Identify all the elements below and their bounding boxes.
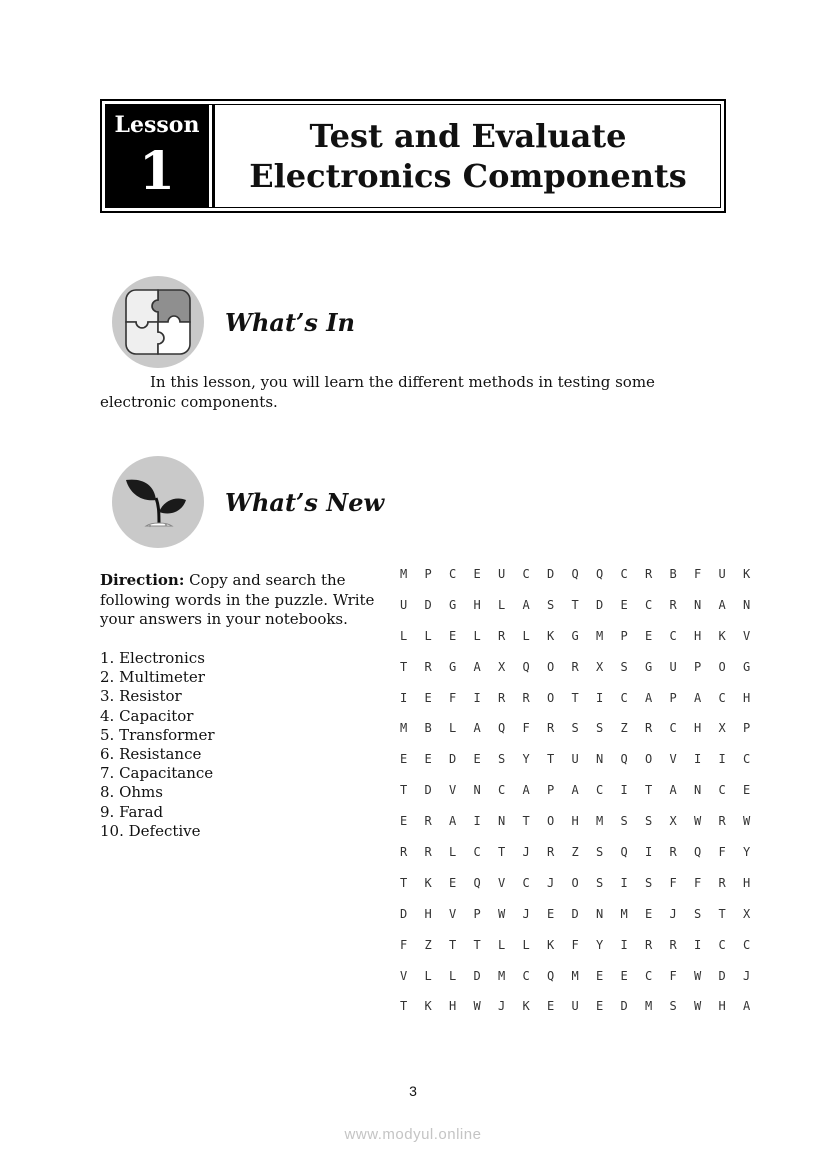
puzzle-letter: C [522,875,530,890]
puzzle-letter: E [547,906,555,921]
puzzle-row [400,566,768,597]
puzzle-letter: A [645,690,653,705]
puzzle-letter: E [424,690,432,705]
puzzle-letter: L [522,628,530,643]
puzzle-letter: E [449,875,457,890]
word-list [100,649,300,841]
puzzle-letter: R [547,845,555,860]
puzzle-row [400,937,768,968]
puzzle-letter: H [718,999,726,1014]
puzzle-letter: D [571,906,579,921]
puzzle-letter: B [669,567,677,581]
puzzle-letter: T [400,659,408,674]
puzzle-letter: L [424,628,432,643]
list-item: 5. Transformer [100,725,215,744]
puzzle-row [400,659,768,690]
puzzle-letter: E [620,968,628,983]
puzzle-letter: M [645,999,653,1014]
puzzle-letter: N [498,814,506,829]
puzzle-letter: H [473,597,481,612]
puzzle-letter: Q [522,659,530,674]
puzzle-letter: S [596,845,604,860]
puzzle-letter: C [498,783,506,798]
puzzle-letter: S [694,906,702,921]
puzzle-letter: T [449,937,457,952]
puzzle-row [400,597,768,628]
whats-in-paragraph: In this lesson, you will learn the different methods in testing some electronic components. [100,373,655,411]
puzzle-letter: I [718,752,726,767]
puzzle-row [400,875,768,906]
puzzle-letter: C [718,783,726,798]
puzzle-letter: V [449,783,457,798]
puzzle-letter: R [498,628,506,643]
puzzle-letter: N [694,597,702,612]
puzzle-letter: T [498,845,506,860]
puzzle-letter: A [522,597,530,612]
puzzle-letter: Q [473,875,481,890]
list-item: 7. Capacitance [100,764,214,783]
puzzle-letter: T [547,752,555,767]
puzzle-letter: I [694,752,702,767]
puzzle-letter: F [571,937,579,952]
puzzle-letter: G [449,659,457,674]
puzzle-letter: I [645,845,653,860]
puzzle-letter: E [473,752,481,767]
puzzle-letter: O [571,875,579,890]
word-search-grid [400,566,768,1029]
puzzle-letter: M [596,814,604,829]
puzzle-letter: Y [522,752,530,767]
puzzle-letter: J [743,968,751,983]
puzzle-letter: E [645,628,653,643]
puzzle-letter: L [498,937,506,952]
puzzle-letter: X [743,906,751,921]
puzzle-letter: N [596,752,604,767]
puzzle-letter: R [645,721,653,736]
puzzle-letter: L [449,845,457,860]
puzzle-letter: Q [620,752,628,767]
puzzle-letter: H [449,999,457,1014]
puzzle-letter: E [596,999,604,1014]
watermark: www.modyul.online [344,1126,482,1143]
puzzle-letter: K [522,999,530,1014]
puzzle-row [400,813,768,844]
puzzle-letter: R [424,659,432,674]
puzzle-letter: U [571,999,579,1014]
puzzle-letter: F [694,567,702,581]
puzzle-letter: D [718,968,726,983]
puzzle-letter: K [424,875,432,890]
list-item: 9. Farad [100,802,164,821]
puzzle-row [400,782,768,813]
puzzle-letter: Y [743,845,751,860]
puzzle-letter: M [620,906,628,921]
puzzle-letter: E [596,968,604,983]
puzzle-letter: S [645,814,653,829]
puzzle-letter: R [498,690,506,705]
puzzle-letter: A [694,690,702,705]
puzzle-letter: L [424,968,432,983]
puzzle-letter: X [498,659,506,674]
puzzle-letter: M [400,721,408,736]
puzzle-letter: R [571,659,579,674]
lesson-badge [105,104,209,208]
puzzle-letter: D [547,567,555,581]
puzzle-letter: N [743,597,751,612]
puzzle-letter: S [498,752,506,767]
puzzle-letter: E [449,628,457,643]
puzzle-letter: A [571,783,579,798]
direction-body: Copy and search the following words in the puzzle. Write your answers in your notebooks. [100,571,375,628]
puzzle-letter: A [669,783,677,798]
puzzle-row [400,751,768,782]
list-item: 10. Defective [100,821,201,840]
puzzle-icon [112,276,204,368]
puzzle-letter: R [547,721,555,736]
puzzle-letter: C [645,597,653,612]
puzzle-letter: Q [694,845,702,860]
puzzle-letter: R [718,875,726,890]
puzzle-letter: O [547,814,555,829]
puzzle-letter: S [669,999,677,1014]
puzzle-row [400,844,768,875]
puzzle-letter: Z [571,845,579,860]
puzzle-row [400,998,768,1029]
puzzle-letter: H [743,875,751,890]
puzzle-letter: T [571,690,579,705]
puzzle-letter: Q [571,567,579,581]
puzzle-letter: C [669,721,677,736]
puzzle-letter: U [718,567,726,581]
puzzle-letter: E [743,783,751,798]
puzzle-letter: R [669,597,677,612]
puzzle-letter: Q [547,968,555,983]
puzzle-letter: X [718,721,726,736]
puzzle-letter: H [694,721,702,736]
puzzle-letter: L [400,628,408,643]
puzzle-letter: C [718,690,726,705]
puzzle-letter: D [424,597,432,612]
puzzle-letter: F [449,690,457,705]
puzzle-letter: K [718,628,726,643]
puzzle-letter: K [547,937,555,952]
puzzle-letter: X [596,659,604,674]
puzzle-letter: N [694,783,702,798]
puzzle-letter: P [620,628,628,643]
lesson-number: 1 [138,141,176,202]
lesson-header [100,99,726,213]
puzzle-letter: W [694,999,702,1014]
puzzle-letter: J [522,845,530,860]
puzzle-row [400,906,768,937]
puzzle-letter: H [743,690,751,705]
puzzle-letter: G [449,597,457,612]
puzzle-letter: C [473,845,481,860]
puzzle-letter: G [571,628,579,643]
puzzle-letter: I [694,937,702,952]
puzzle-letter: D [400,906,408,921]
puzzle-letter: E [473,567,481,581]
puzzle-letter: K [743,567,751,581]
puzzle-letter: V [449,906,457,921]
puzzle-letter: A [449,814,457,829]
puzzle-letter: Q [498,721,506,736]
plant-sprout-icon [112,456,204,548]
direction-text [100,571,395,630]
puzzle-letter: T [645,783,653,798]
puzzle-letter: S [645,875,653,890]
puzzle-letter: C [596,783,604,798]
puzzle-letter: D [596,597,604,612]
puzzle-letter: R [522,690,530,705]
puzzle-letter: V [743,628,751,643]
puzzle-letter: O [718,659,726,674]
puzzle-letter: R [718,814,726,829]
puzzle-letter: F [694,875,702,890]
puzzle-letter: T [718,906,726,921]
puzzle-letter: R [424,845,432,860]
page-number: 3 [409,1083,417,1099]
puzzle-letter: P [424,567,432,581]
puzzle-letter: S [620,659,628,674]
puzzle-letter: C [449,567,457,581]
puzzle-letter: F [522,721,530,736]
puzzle-letter: E [620,597,628,612]
puzzle-letter: Q [620,845,628,860]
puzzle-letter: T [473,937,481,952]
puzzle-letter: I [620,875,628,890]
puzzle-letter: U [669,659,677,674]
puzzle-letter: T [400,999,408,1014]
puzzle-letter: C [620,690,628,705]
list-item: 6. Resistance [100,744,202,763]
puzzle-letter: A [522,783,530,798]
puzzle-letter: O [547,659,555,674]
puzzle-letter: I [400,690,408,705]
puzzle-letter: P [669,690,677,705]
puzzle-letter: P [743,721,751,736]
puzzle-letter: C [522,567,530,581]
puzzle-letter: K [547,628,555,643]
puzzle-letter: C [645,968,653,983]
puzzle-letter: H [571,814,579,829]
puzzle-letter: R [669,845,677,860]
puzzle-letter: C [718,937,726,952]
puzzle-letter: E [424,752,432,767]
puzzle-letter: J [547,875,555,890]
direction-label: Direction: [100,571,185,589]
puzzle-letter: H [694,628,702,643]
puzzle-letter: I [596,690,604,705]
puzzle-letter: N [596,906,604,921]
puzzle-letter: V [400,968,408,983]
puzzle-letter: S [596,721,604,736]
puzzle-letter: A [718,597,726,612]
puzzle-letter: C [743,937,751,952]
puzzle-letter: V [498,875,506,890]
puzzle-letter: D [424,783,432,798]
puzzle-letter: L [522,937,530,952]
puzzle-letter: F [400,937,408,952]
whats-new-heading: What’s New [225,488,385,517]
puzzle-letter: M [596,628,604,643]
puzzle-letter: Z [424,937,432,952]
puzzle-letter: O [645,752,653,767]
puzzle-letter: R [400,845,408,860]
puzzle-letter: D [449,752,457,767]
puzzle-letter: C [620,567,628,581]
puzzle-letter: Z [620,721,628,736]
puzzle-letter: J [669,906,677,921]
puzzle-row [400,628,768,659]
puzzle-letter: P [547,783,555,798]
puzzle-letter: S [547,597,555,612]
puzzle-letter: N [473,783,481,798]
puzzle-letter: I [473,690,481,705]
puzzle-letter: J [498,999,506,1014]
puzzle-letter: A [473,721,481,736]
puzzle-letter: C [669,628,677,643]
puzzle-letter: O [547,690,555,705]
list-item: 3. Resistor [100,687,182,706]
puzzle-letter: G [743,659,751,674]
puzzle-letter: D [620,999,628,1014]
puzzle-letter: X [669,814,677,829]
puzzle-row [400,968,768,999]
puzzle-letter: L [498,597,506,612]
puzzle-letter: M [498,968,506,983]
lesson-title: Test and Evaluate Electronics Components [212,104,721,208]
list-item: 1. Electronics [100,649,205,667]
puzzle-letter: I [620,783,628,798]
puzzle-letter: D [473,968,481,983]
puzzle-letter: Y [596,937,604,952]
puzzle-letter: T [400,783,408,798]
puzzle-letter: L [449,968,457,983]
puzzle-letter: H [424,906,432,921]
puzzle-letter: L [473,628,481,643]
puzzle-letter: V [669,752,677,767]
puzzle-letter: W [694,814,702,829]
puzzle-letter: C [522,968,530,983]
puzzle-letter: R [645,937,653,952]
puzzle-letter: C [743,752,751,767]
puzzle-letter: E [400,752,408,767]
list-item: 2. Multimeter [100,668,205,687]
puzzle-letter: E [400,814,408,829]
puzzle-letter: P [473,906,481,921]
puzzle-row [400,720,768,751]
puzzle-letter: J [522,906,530,921]
puzzle-letter: W [743,814,751,829]
puzzle-letter: U [571,752,579,767]
puzzle-letter: L [449,721,457,736]
puzzle-letter: Q [596,567,604,581]
puzzle-letter: P [694,659,702,674]
puzzle-letter: R [669,937,677,952]
puzzle-letter: F [669,875,677,890]
puzzle-letter: K [424,999,432,1014]
puzzle-letter: S [596,875,604,890]
puzzle-letter: A [473,659,481,674]
puzzle-letter: R [645,567,653,581]
puzzle-letter: W [694,968,702,983]
puzzle-letter: W [498,906,506,921]
puzzle-letter: S [571,721,579,736]
puzzle-letter: M [400,567,408,581]
puzzle-letter: S [620,814,628,829]
puzzle-letter: W [473,999,481,1014]
puzzle-letter: T [522,814,530,829]
puzzle-letter: F [669,968,677,983]
whats-in-heading: What’s In [225,308,355,337]
puzzle-letter: M [571,968,579,983]
puzzle-letter: R [424,814,432,829]
puzzle-letter: B [424,721,432,736]
puzzle-letter: A [743,999,751,1014]
puzzle-letter: I [473,814,481,829]
puzzle-letter: U [498,567,506,581]
list-item: 8. Ohms [100,783,163,802]
lesson-label: Lesson [114,112,200,138]
puzzle-letter: G [645,659,653,674]
puzzle-letter: I [620,937,628,952]
puzzle-letter: E [645,906,653,921]
puzzle-letter: E [547,999,555,1014]
puzzle-letter: T [400,875,408,890]
puzzle-letter: F [718,845,726,860]
puzzle-letter: U [400,597,408,612]
puzzle-letter: T [571,597,579,612]
puzzle-row [400,690,768,721]
list-item: 4. Capacitor [100,706,194,725]
